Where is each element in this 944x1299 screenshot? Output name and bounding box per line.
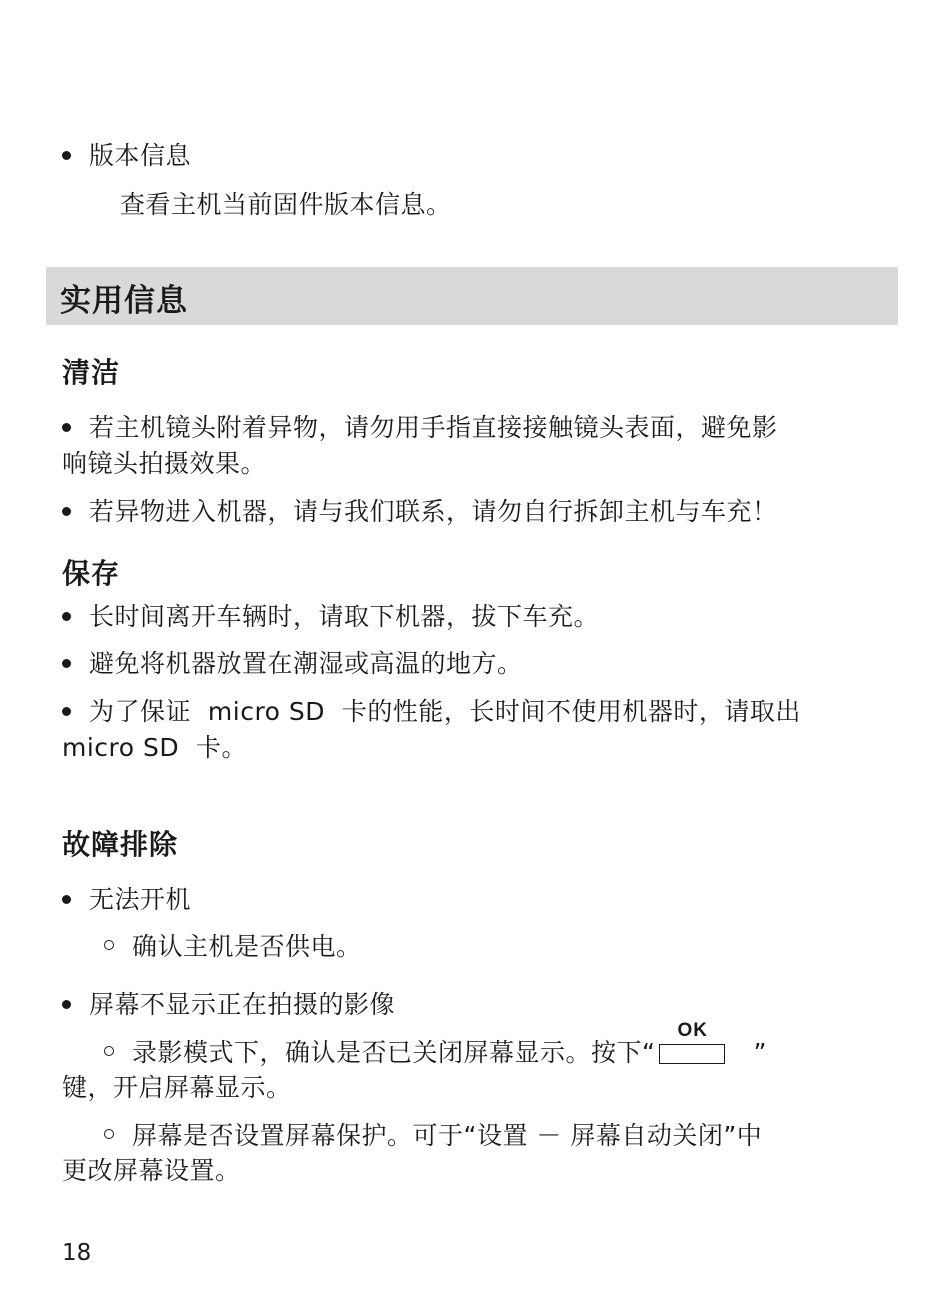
section-title: 实用信息: [60, 283, 188, 319]
storage-item-1-text: 长时间离开车辆时，请取下机器，拔下车充。: [89, 602, 600, 631]
cleaning-item-1: [62, 411, 778, 445]
bullet-icon: [62, 659, 71, 668]
bullet-icon: [62, 707, 71, 716]
storage-heading: 保存: [62, 557, 121, 590]
storage-item-1: [62, 600, 599, 634]
no-power-sub-1-text: 确认主机是否供电。: [132, 932, 362, 961]
section-header-band: [46, 267, 898, 325]
circle-bullet-icon: [104, 1129, 114, 1139]
bullet-icon: [62, 1000, 71, 1009]
version-info-description: 查看主机当前固件版本信息。: [120, 190, 452, 219]
version-info-item: [62, 139, 191, 173]
page-number: 18: [62, 1240, 92, 1266]
cleaning-item-1-line-1: 若主机镜头附着异物，请勿用手指直接接触镜头表面，避免影: [89, 413, 778, 442]
bullet-icon: [62, 151, 71, 160]
no-display-sub-1-part-1: 录影模式下，确认是否已关闭屏幕显示。按下“: [132, 1038, 656, 1067]
no-display-sub-1-line-2: 键，开启屏幕显示。: [62, 1073, 292, 1102]
storage-item-3-line-2: micro SD 卡。: [62, 733, 248, 762]
cleaning-item-1-line-2: 响镜头拍摄效果。: [62, 449, 267, 478]
cleaning-item-2-text: 若异物进入机器，请与我们联系，请勿自行拆卸主机与车充！: [89, 497, 778, 526]
storage-item-3-line-1: 为了保证 micro SD 卡的性能，长时间不使用机器时，请取出: [89, 697, 801, 726]
no-display-sub-2-line-1: 屏幕是否设置屏幕保护。可于“设置 － 屏幕自动关闭”中: [132, 1121, 763, 1150]
ok-key-box: [659, 1044, 725, 1064]
bullet-icon: [62, 895, 71, 904]
circle-bullet-icon: [104, 1046, 114, 1056]
ok-key-icon: [659, 1020, 739, 1064]
ok-key-label: OK: [677, 1020, 708, 1041]
storage-item-2: [62, 647, 523, 681]
bullet-icon: [62, 507, 71, 516]
no-display-sub-2: [104, 1119, 762, 1153]
cleaning-item-2: [62, 495, 778, 529]
bullet-icon: [62, 423, 71, 432]
no-power-sub-1: [104, 930, 362, 964]
no-display-sub-1-part-2: ”: [753, 1038, 767, 1067]
no-power-item: [62, 883, 191, 917]
no-power-title: 无法开机: [89, 885, 192, 914]
cleaning-heading: 清洁: [62, 356, 121, 389]
no-display-item: [62, 988, 395, 1022]
no-display-title: 屏幕不显示正在拍摄的影像: [89, 990, 396, 1019]
no-display-sub-1: [104, 1020, 767, 1070]
version-info-title: 版本信息: [89, 141, 192, 170]
bullet-icon: [62, 612, 71, 621]
circle-bullet-icon: [104, 940, 114, 950]
storage-item-3: [62, 695, 801, 729]
storage-item-2-text: 避免将机器放置在潮湿或高温的地方。: [89, 649, 523, 678]
no-display-sub-2-line-2: 更改屏幕设置。: [62, 1156, 241, 1185]
troubleshooting-heading: 故障排除: [62, 828, 179, 861]
